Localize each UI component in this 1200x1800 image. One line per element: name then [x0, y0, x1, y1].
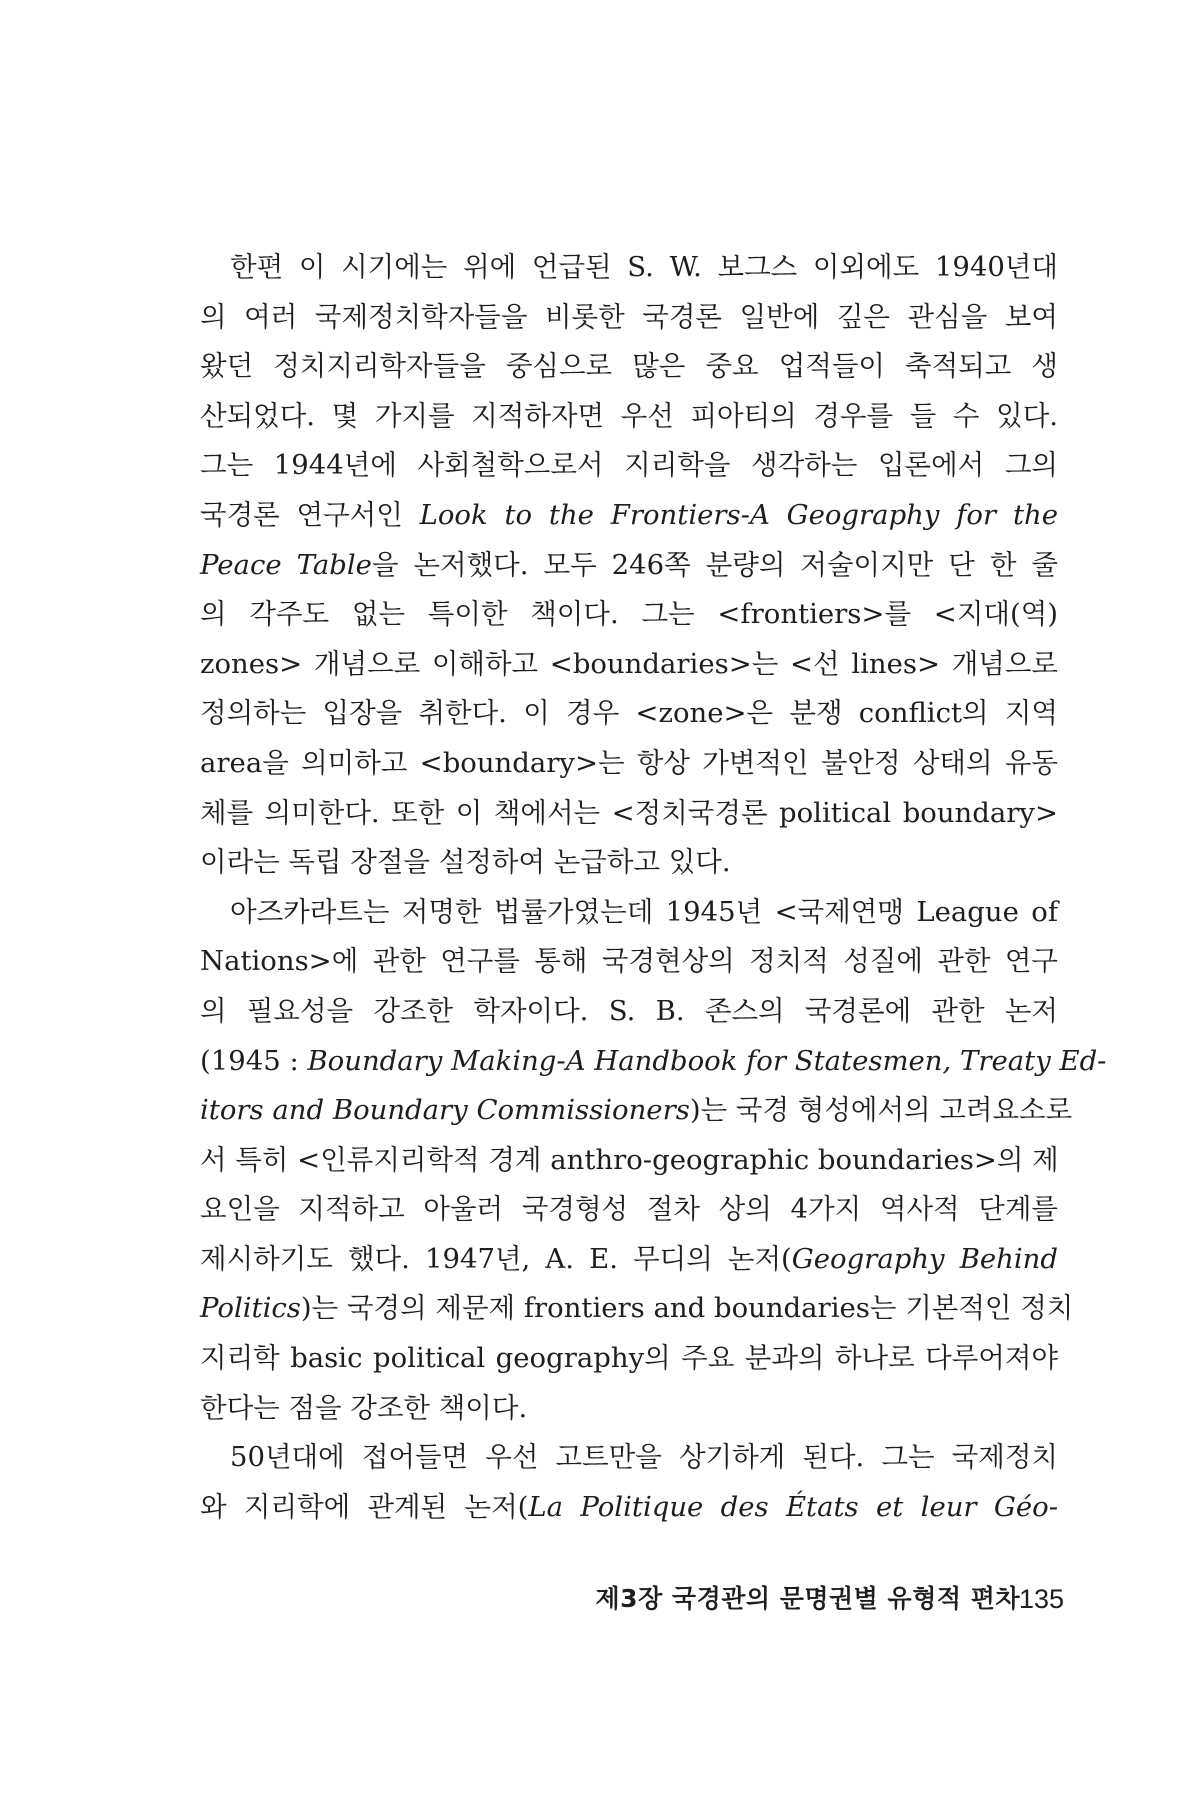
book-title: Geography Behind: [791, 1242, 1058, 1275]
page-number: 135: [1018, 1584, 1064, 1614]
text-line: 50년대에 접어들면 우선 고트만을 상기하게 된다. 그는 국제정치: [230, 1441, 1058, 1474]
text-line: area을 의미하고 <boundary>는 항상 가변적인 불안정 상태의 유동: [200, 746, 1058, 779]
text-line: 한다는 점을 강조한 책이다.: [200, 1391, 528, 1424]
running-footer-chapter: 제3장 국경관의 문명권별 유형적 편차: [595, 1584, 1020, 1613]
text-span: 제시하기도 했다. 1947년, A. E. 무디의 논저(: [200, 1242, 792, 1275]
text-line: 정의하는 입장을 취한다. 이 경우 <zone>은 분쟁 conflict의 지역: [200, 697, 1058, 730]
book-title: Politics: [200, 1292, 301, 1325]
text-span: 와 지리학에 관계된 논저(: [200, 1490, 529, 1523]
text-line: [200, 1483, 1058, 1533]
book-title: Boundary Making-A Handbook for Statesmen, Treaty Ed-: [307, 1044, 1107, 1077]
text-line: 왔던 정치지리학자들을 중심으로 많은 중요 업적들이 축적되고 생: [200, 350, 1058, 383]
text-line: 의 각주도 없는 특이한 책이다. 그는 <frontiers>를 <지대(역): [200, 598, 1058, 631]
text-line: 요인을 지적하고 아울러 국경형성 절차 상의 4가지 역사적 단계를: [200, 1193, 1058, 1226]
text-span: (1945 :: [200, 1044, 308, 1077]
text-line: 이라는 독립 장절을 설정하여 논급하고 있다.: [200, 846, 731, 879]
text-line: 의 여러 국제정치학자들을 비롯한 국경론 일반에 깊은 관심을 보여: [200, 300, 1058, 333]
text-span: 을 논저했다. 모두 246쪽 분량의 저술이지만 단 한 줄: [371, 548, 1058, 581]
text-span: 국경론 연구서인: [200, 498, 420, 531]
text-span: )는 국경 형성에서의 고려요소로: [689, 1094, 1073, 1127]
book-title: La Politique des États et leur Géo-: [528, 1490, 1058, 1523]
text-line: Nations>에 관한 연구를 통해 국경현상의 정치적 성질에 관한 연구: [200, 945, 1058, 978]
text-line: [200, 491, 1058, 541]
book-title: Look to the Frontiers-A Geography for the: [419, 498, 1058, 531]
text-span: )는 국경의 제문제 frontiers and boundaries는 기본적인 정치: [300, 1292, 1074, 1325]
text-line: [200, 1284, 1074, 1334]
text-line: [200, 541, 1058, 591]
text-line: 서 특히 <인류지리학적 경계 anthro-geographic boundaries>의 제: [200, 1143, 1059, 1176]
text-line: 체를 의미한다. 또한 이 책에서는 <정치국경론 political boundary>: [200, 796, 1058, 829]
book-title: itors and Boundary Commissioners: [200, 1094, 690, 1127]
text-line: 그는 1944년에 사회철학으로서 지리학을 생각하는 입론에서 그의: [200, 449, 1058, 482]
text-line: 산되었다. 몇 가지를 지적하자면 우선 피아티의 경우를 들 수 있다.: [200, 399, 1058, 432]
body-text: [200, 243, 1107, 1532]
text-line: 의 필요성을 강조한 학자이다. S. B. 존스의 국경론에 관한 논저: [200, 994, 1058, 1027]
text-line: [200, 1037, 1107, 1087]
text-line: 아즈카라트는 저명한 법률가였는데 1945년 <국제연맹 League of: [230, 895, 1058, 928]
text-line: [200, 1235, 1058, 1285]
book-title: Peace Table: [200, 548, 372, 581]
text-line: 한편 이 시기에는 위에 언급된 S. W. 보그스 이외에도 1940년대: [230, 251, 1058, 283]
text-line: zones> 개념으로 이해하고 <boundaries>는 <선 lines> 개념으로: [200, 647, 1058, 680]
text-line: [200, 1086, 1073, 1136]
page-footer: [0, 1579, 1200, 1619]
text-line: 지리학 basic political geography의 주요 분과의 하나로 다루어져야: [200, 1342, 1058, 1375]
